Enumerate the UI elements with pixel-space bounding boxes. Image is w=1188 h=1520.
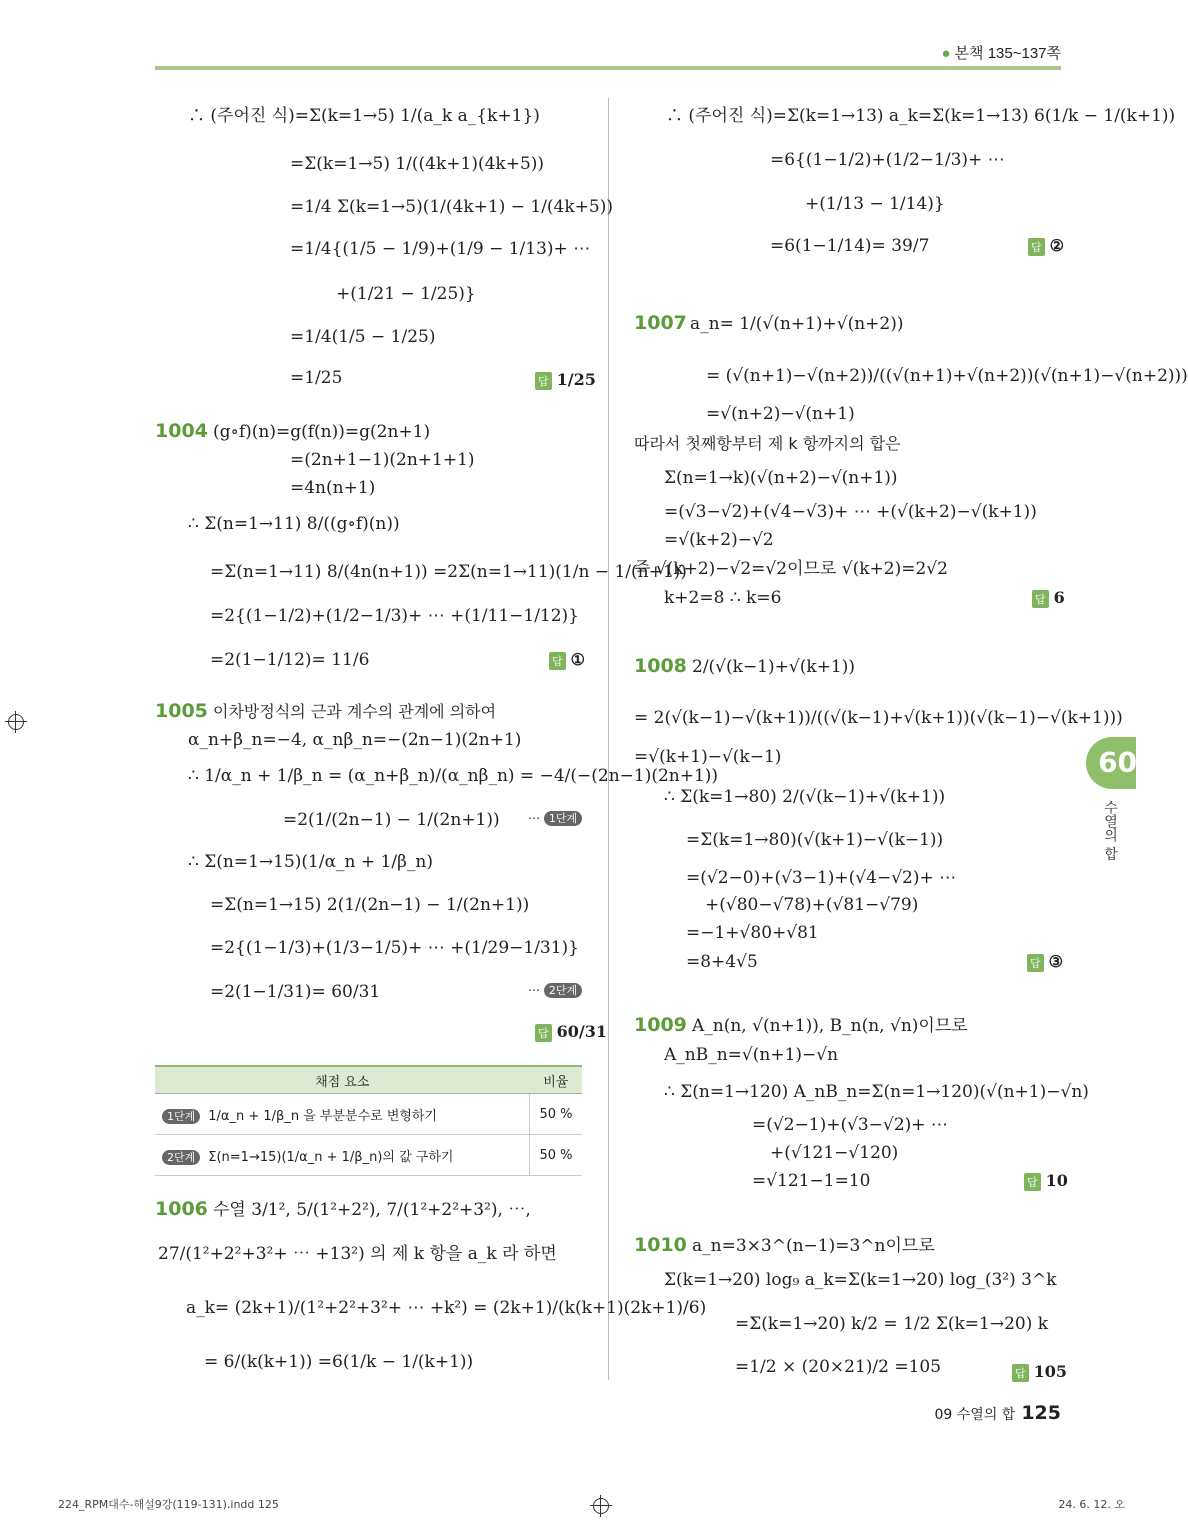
- step-line: = 2(√(k−1)−√(k+1))/((√(k−1)+√(k+1))(√(k−1)−√(k+1))): [634, 708, 1123, 728]
- step-line: =√(n+2)−√(n+1): [706, 404, 855, 424]
- step-line: Σ(n=1→k)(√(n+2)−√(n+1)): [664, 468, 898, 488]
- step-line: =2(1/(2n−1) − 1/(2n+1)): [283, 810, 500, 830]
- step-line: =Σ(n=1→15) 2(1/(2n−1) − 1/(2n+1)): [210, 895, 530, 915]
- step-line: ∴ Σ(n=1→120) A_nB_n=Σ(n=1→120)(√(n+1)−√n): [664, 1082, 1089, 1102]
- column-divider: [608, 98, 609, 1380]
- step-line: +(√121−√120): [770, 1143, 899, 1163]
- step-line: =2(1−1/31)= 60/31: [210, 982, 381, 1002]
- step-line: =Σ(k=1→5) 1/((4k+1)(4k+5)): [290, 154, 545, 174]
- step-line: A_nB_n=√(n+1)−√n: [664, 1045, 839, 1065]
- step-line: ∴ Σ(n=1→15)(1/α_n + 1/β_n): [188, 852, 433, 872]
- step-line: =Σ(n=1→11) 8/(4n(n+1)) =2Σ(n=1→11)(1/n − 1/(n+1)): [210, 562, 687, 582]
- step-line: 수열 3/1², 5/(1²+2²), 7/(1²+2²+3²), ⋯,: [213, 1200, 531, 1220]
- step-line: ∴ (주어진 식)=Σ(k=1→5) 1/(a_k a_{k+1}): [188, 106, 540, 126]
- step-line: 이차방정식의 근과 계수의 관계에 의하여: [213, 702, 497, 721]
- problem-number: 1010: [634, 1234, 687, 1256]
- step-line: a_n= 1/(√(n+1)+√(n+2)): [690, 314, 904, 334]
- step-line: =1/4 Σ(k=1→5)(1/(4k+1) − 1/(4k+5)): [290, 197, 613, 217]
- step-line: a_k= (2k+1)/(1²+2²+3²+ ⋯ +k²) = (2k+1)/(k(k+1)(2k+1)/6): [186, 1298, 707, 1318]
- step-line: =(√3−√2)+(√4−√3)+ ⋯ +(√(k+2)−√(k+1)): [664, 502, 1037, 522]
- table-row: 1단계 1/α_n + 1/β_n 을 부분분수로 변형하기 50 %: [155, 1094, 582, 1135]
- step-line: =6{(1−1/2)+(1/2−1/3)+ ⋯: [770, 150, 1005, 170]
- step-line: =2{(1−1/2)+(1/2−1/3)+ ⋯ +(1/11−1/12)}: [210, 606, 580, 626]
- table-row: 2단계 Σ(n=1→15)(1/α_n + 1/β_n)의 값 구하기 50 %: [155, 1135, 582, 1176]
- step-marker: ⋯ 2단계: [528, 982, 582, 998]
- answer: 답 6: [1032, 588, 1065, 608]
- step-line: =4n(n+1): [290, 478, 376, 498]
- answer: 답 60/31: [535, 1022, 607, 1042]
- step-line: +(1/13 − 1/14)}: [805, 194, 945, 214]
- step-line: +(1/21 − 1/25)}: [336, 284, 476, 304]
- problem-number: 1005: [155, 700, 208, 722]
- step-line: ∴ (주어진 식)=Σ(k=1→13) a_k=Σ(k=1→13) 6(1/k − 1/(k+1)): [666, 106, 1176, 126]
- step-line: =6(1−1/14)= 39/7: [770, 236, 930, 256]
- step-line: 즉 √(k+2)−√2=√2이므로 √(k+2)=2√2: [634, 559, 948, 579]
- header-reference: ● 본책 135~137쪽: [941, 45, 1061, 62]
- step-line: = (√(n+1)−√(n+2))/((√(n+1)+√(n+2))(√(n+1)−√(n+2))): [706, 366, 1188, 386]
- step-line: +(√80−√78)+(√81−√79): [705, 895, 919, 915]
- step-line: ∴ Σ(k=1→80) 2/(√(k−1)+√(k+1)): [664, 787, 946, 807]
- problem-number: 1008: [634, 655, 687, 677]
- table-cell: Σ(n=1→15)(1/α_n + 1/β_n)의 값 구하기: [208, 1149, 454, 1165]
- step-line: =(√2−0)+(√3−1)+(√4−√2)+ ⋯: [686, 868, 957, 888]
- step-line: =√(k+1)−√(k−1): [634, 747, 782, 767]
- step-line: k+2=8 ∴ k=6: [664, 588, 782, 608]
- header-rule: [155, 66, 1061, 70]
- step-line: A_n(n, √(n+1)), B_n(n, √n)이므로: [692, 1016, 968, 1036]
- step-line: =Σ(k=1→80)(√(k+1)−√(k−1)): [686, 830, 944, 850]
- step-line: α_n+β_n=−4, α_nβ_n=−(2n−1)(2n+1): [188, 730, 522, 750]
- chapter-tab: 09: [1086, 737, 1136, 789]
- scoring-table: [155, 1065, 582, 1176]
- step-line: =−1+√80+√81: [686, 923, 819, 943]
- table-cell: 50 %: [530, 1135, 583, 1176]
- chapter-label: 수열의 합: [1102, 800, 1118, 861]
- answer: 답 ①: [549, 650, 585, 670]
- step-line: Σ(k=1→20) log₉ a_k=Σ(k=1→20) log_(3²) 3^k: [664, 1270, 1057, 1290]
- step-line: =(2n+1−1)(2n+1+1): [290, 450, 475, 470]
- step-line: (g∘f)(n)=g(f(n))=g(2n+1): [213, 422, 431, 442]
- answer: 답 105: [1012, 1362, 1067, 1382]
- step-line: =8+4√5: [686, 952, 758, 972]
- step-line: 따라서 첫째항부터 제 k 항까지의 합은: [634, 434, 901, 453]
- footer-title: 09 수열의 합 125: [934, 1402, 1061, 1424]
- table-header: 비율: [530, 1066, 583, 1094]
- step-line: =1/4{(1/5 − 1/9)+(1/9 − 1/13)+ ⋯: [290, 239, 591, 259]
- table-cell: 1/α_n + 1/β_n 을 부분분수로 변형하기: [208, 1108, 438, 1124]
- step-marker: ⋯ 1단계: [528, 810, 582, 826]
- page-number: 125: [1021, 1402, 1061, 1424]
- step-line: =√121−1=10: [752, 1171, 871, 1191]
- table-cell: 50 %: [530, 1094, 583, 1135]
- answer: 답 ③: [1027, 952, 1063, 972]
- problem-number: 1009: [634, 1014, 687, 1036]
- step-line: =1/25: [290, 368, 343, 388]
- step-line: =(√2−1)+(√3−√2)+ ⋯: [752, 1115, 948, 1135]
- answer: 답 1/25: [535, 370, 596, 390]
- table-header: 채점 요소: [155, 1066, 530, 1094]
- problem-number: 1006: [155, 1198, 208, 1220]
- step-line: a_n=3×3^(n−1)=3^n이므로: [692, 1236, 935, 1256]
- registration-mark: [593, 1498, 609, 1514]
- step-line: =√(k+2)−√2: [664, 530, 774, 550]
- step-line: ∴ 1/α_n + 1/β_n = (α_n+β_n)/(α_nβ_n) = −4/(−(2n−1)(2n+1)): [188, 766, 719, 786]
- answer: 답 10: [1024, 1171, 1068, 1191]
- problem-number: 1007: [634, 312, 687, 334]
- step-line: =1/4(1/5 − 1/25): [290, 327, 436, 347]
- print-date: 24. 6. 12. 오: [1058, 1498, 1125, 1511]
- step-line: 2/(√(k−1)+√(k+1)): [692, 657, 855, 677]
- registration-mark: [8, 714, 24, 730]
- step-line: = 6/(k(k+1)) =6(1/k − 1/(k+1)): [204, 1352, 474, 1372]
- step-line: =2(1−1/12)= 11/6: [210, 650, 370, 670]
- problem-number: 1004: [155, 420, 208, 442]
- step-line: =2{(1−1/3)+(1/3−1/5)+ ⋯ +(1/29−1/31)}: [210, 938, 580, 958]
- step-line: =Σ(k=1→20) k/2 = 1/2 Σ(k=1→20) k: [735, 1314, 1049, 1334]
- step-line: =1/2 × (20×21)/2 =105: [735, 1357, 942, 1377]
- step-line: 27/(1²+2²+3²+ ⋯ +13²) 의 제 k 항을 a_k 라 하면: [158, 1244, 557, 1264]
- print-file-info: 224_RPM대수-해설9강(119-131).indd 125: [58, 1498, 279, 1511]
- step-line: ∴ Σ(n=1→11) 8/((g∘f)(n)): [188, 514, 400, 534]
- answer: 답 ②: [1028, 236, 1064, 256]
